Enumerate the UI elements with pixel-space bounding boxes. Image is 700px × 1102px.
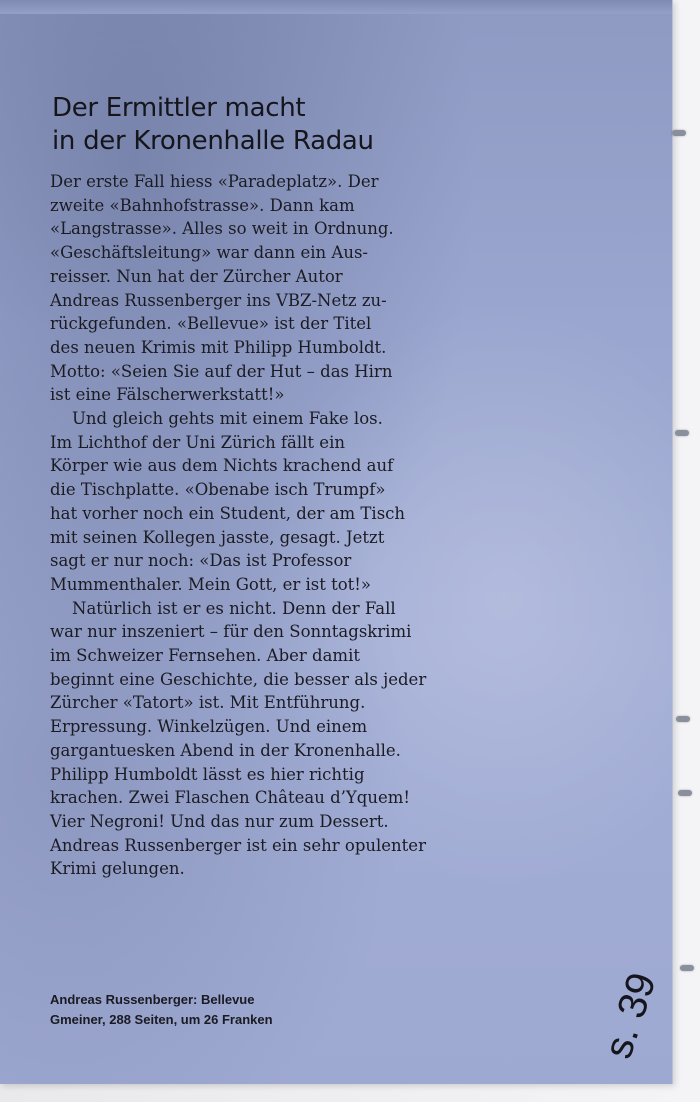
article-body-line: Zürcher «Tatort» ist. Mit Entführung. — [50, 693, 366, 713]
perforation-hole — [675, 430, 689, 436]
article-body-line: krachen. Zwei Flaschen Château d’Yquem! — [50, 788, 411, 808]
headline-line-1: Der Ermittler macht — [52, 93, 306, 123]
article-body-line: Körper wie aus dem Nichts krachend auf — [50, 456, 394, 476]
article-body-line: war nur inszeniert – für den Sonntagskrimi — [50, 622, 412, 642]
article-body-line: gargantuesken Abend in der Kronenhalle. — [50, 740, 401, 760]
headline-line-2: in der Kronenhalle Radau — [52, 126, 374, 156]
book-credit — [50, 990, 273, 1030]
article-body-line: «Langstrasse». Alles so weit in Ordnung. — [50, 219, 394, 239]
article-body-line: Motto: «Seien Sie auf der Hut – das Hirn — [50, 361, 393, 381]
article-body-line: beginnt eine Geschichte, die besser als jeder — [50, 669, 427, 689]
clipping-top-edge — [0, 0, 672, 14]
credit-publisher-info: Gmeiner, 288 Seiten, um 26 Franken — [50, 1012, 273, 1027]
credit-author-title: Andreas Russenberger: Bellevue — [50, 992, 255, 1007]
article-body-line: Vier Negroni! Und das nur zum Dessert. — [50, 811, 389, 831]
article-body-line: zweite «Bahnhofstrasse». Dann kam — [50, 195, 355, 215]
article-body-line: Mummenthaler. Mein Gott, er ist tot!» — [50, 574, 372, 594]
article-body-line: Und gleich gehts mit einem Fake los. — [72, 409, 383, 429]
article-body-line: «Geschäftsleitung» war dann ein Aus- — [50, 243, 369, 263]
article-body-line: mit seinen Kollegen jasste, gesagt. Jetzt — [50, 527, 385, 547]
article-body-line: hat vorher noch ein Student, der am Tisch — [50, 503, 406, 523]
article-body-line: Andreas Russenberger ins VBZ-Netz zu- — [50, 290, 387, 310]
perforation-hole — [676, 716, 690, 722]
article-body-line: die Tischplatte. «Obenabe isch Trumpf» — [50, 480, 386, 500]
article-body-line: ist eine Fälscherwerkstatt!» — [50, 385, 285, 405]
article-body-line: Philipp Humboldt lässt es hier richtig — [50, 764, 365, 784]
article-headline — [52, 92, 472, 158]
article-body — [50, 170, 470, 881]
article-body-line: sagt er nur noch: «Das ist Professor — [50, 551, 352, 571]
article-body-line: Im Lichthof der Uni Zürich fällt ein — [50, 432, 345, 452]
handwritten-page-reference: s. 39 — [596, 967, 665, 1064]
article-body-line: rückgefunden. «Bellevue» ist der Titel — [50, 314, 372, 334]
perforation-hole — [672, 130, 686, 136]
article-body-line: reisser. Nun hat der Zürcher Autor — [50, 266, 343, 286]
perforation-hole — [678, 790, 692, 796]
article-body-line: Andreas Russenberger ist ein sehr opulenter — [50, 835, 426, 855]
article-body-line: Natürlich ist er es nicht. Denn der Fall — [72, 598, 396, 618]
perforation-hole — [680, 965, 694, 971]
article-body-line: Erpressung. Winkelzügen. Und einem — [50, 717, 368, 737]
article-body-line: Krimi gelungen. — [50, 859, 185, 879]
article-body-line: Der erste Fall hiess «Paradeplatz». Der — [50, 172, 379, 191]
article-body-line: im Schweizer Fernsehen. Aber damit — [50, 646, 360, 666]
article-body-line: des neuen Krimis mit Philipp Humboldt. — [50, 337, 387, 357]
